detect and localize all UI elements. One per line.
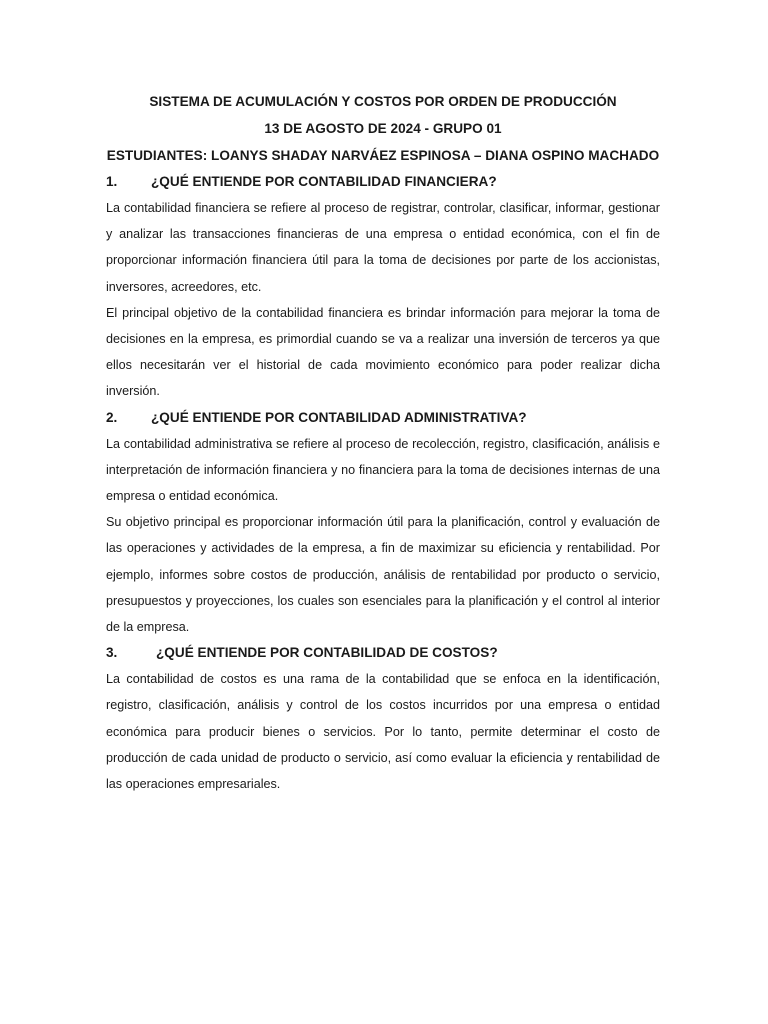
paragraph: El principal objetivo de la contabilidad financiera es brindar información para mejorar la toma de decisiones en la empresa, es primordial cuando se va a realizar una inversión de terceros ya que ellos necesitarán ver el historial de cada movimiento económico para poder realizar dicha inversión.: [106, 305, 660, 399]
section-heading: [106, 169, 660, 195]
date-group-line: 13 DE AGOSTO DE 2024 - GRUPO 01: [264, 121, 502, 136]
paragraph: La contabilidad financiera se refiere al proceso de registrar, controlar, clasificar, informar, gestionar y analizar las transacciones financieras de una empresa o entidad económica, con el fin de proporcionar información financiera útil para la toma de decisiones por parte de los accionistas, inversores, acreedores, etc.: [106, 201, 660, 294]
section-number: 3.: [106, 645, 118, 661]
paragraph: La contabilidad de costos es una rama de la contabilidad que se enfoca en la identificación, registro, clasificación, análisis y control de los costos incurridos por una empresa o entidad económica para producir bienes o servicios. Por lo tanto, permite determinar el costo de producción de cada unidad de producto o servicio, así como evaluar la eficiencia y rentabilidad de las operaciones empresariales.: [106, 672, 660, 792]
section-heading: [106, 640, 660, 666]
section-title: ¿QUÉ ENTIENDE POR CONTABILIDAD FINANCIERA?: [151, 174, 497, 189]
students-line: ESTUDIANTES: LOANYS SHADAY NARVÁEZ ESPINOSA – DIANA OSPINO MACHADO: [106, 148, 660, 163]
section-3: [106, 640, 660, 797]
section-1: [106, 169, 660, 405]
paragraph: La contabilidad administrativa se refiere al proceso de recolección, registro, clasificación, análisis e interpretación de información financiera y no financiera para la toma de decisiones internas de una empresa o entidad económica.: [106, 436, 660, 504]
section-2: [106, 405, 660, 641]
section-title: ¿QUÉ ENTIENDE POR CONTABILIDAD DE COSTOS?: [156, 645, 498, 661]
paragraph: Su objetivo principal es proporcionar información útil para la planificación, control y evaluación de las operaciones y actividades de la empresa, a fin de maximizar su eficiencia y rentabilidad. Por ejemplo, informes sobre costos de producción, análisis de rentabilidad por producto o servicio, presupuestos y proyecciones, los cuales son esenciales para la planificación y el control al interior de la empresa.: [106, 515, 660, 635]
section-number: 2.: [106, 409, 118, 425]
section-title: ¿QUÉ ENTIENDE POR CONTABILIDAD ADMINISTRATIVA?: [151, 409, 527, 425]
document-title: SISTEMA DE ACUMULACIÓN Y COSTOS POR ORDEN DE PRODUCCIÓN: [149, 94, 617, 109]
section-heading: [106, 405, 660, 431]
section-number: 1.: [106, 174, 118, 189]
